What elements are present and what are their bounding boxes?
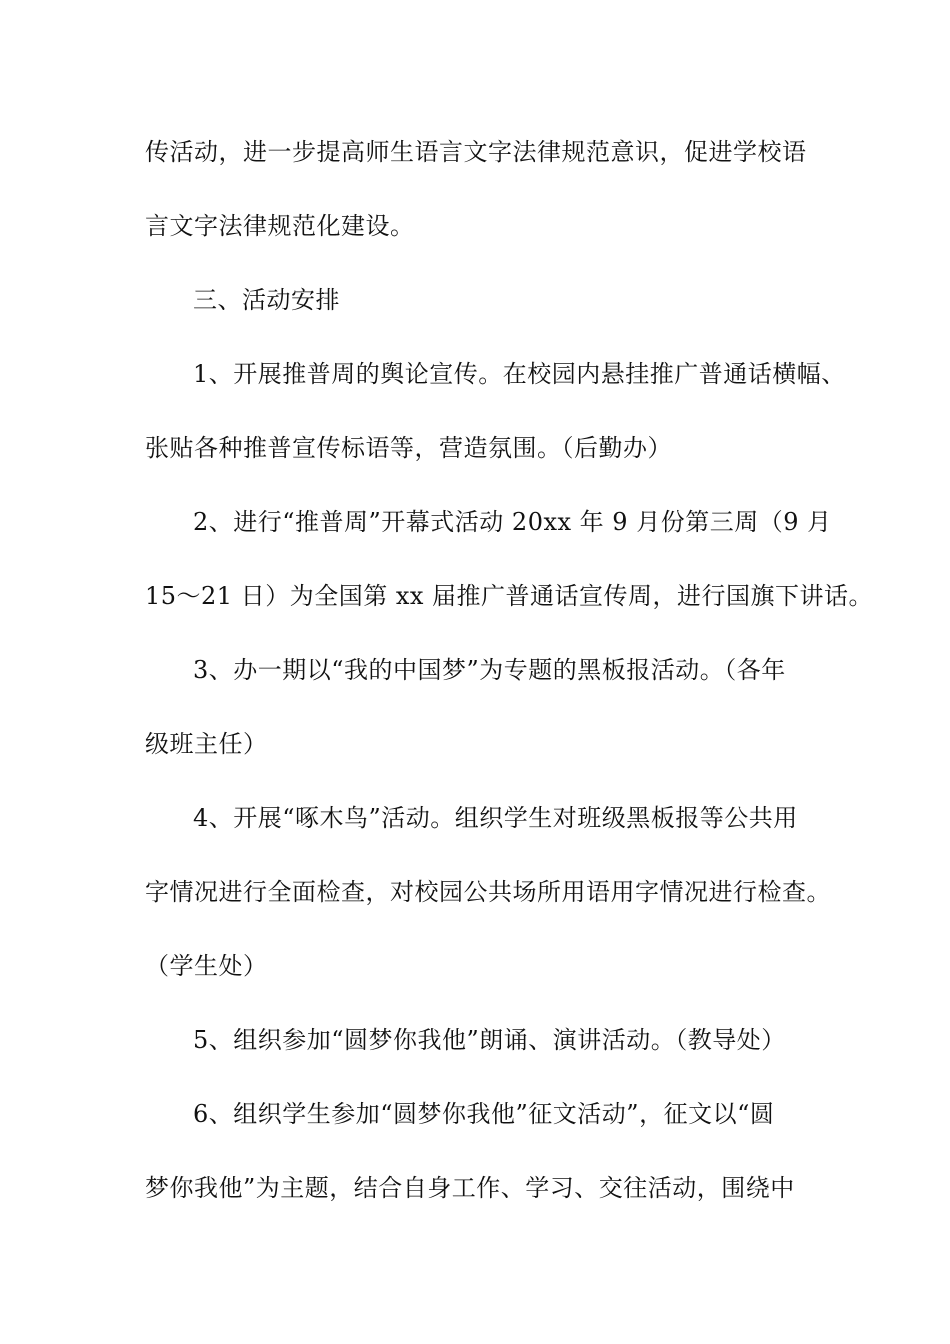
section-heading: 三、活动安排 bbox=[193, 286, 340, 314]
list-item-3: 3、办一期以“我的中国梦”为专题的黑板报活动。（各年 bbox=[193, 656, 786, 684]
text-line: 张贴各种推普宣传标语等，营造氛围。（后勤办） bbox=[145, 434, 672, 462]
text-line: 梦你我他”为主题，结合自身工作、学习、交往活动，围绕中 bbox=[145, 1174, 795, 1202]
text-line: 传活动，进一步提高师生语言文字法律规范意识，促进学校语 bbox=[145, 138, 807, 166]
text-line: （学生处） bbox=[145, 952, 268, 980]
text-line: 字情况进行全面检查，对校园公共场所用语用字情况进行检查。 bbox=[145, 878, 831, 906]
text-line: 言文字法律规范化建设。 bbox=[145, 212, 415, 240]
list-item-1: 1、开展推普周的舆论宣传。在校园内悬挂推广普通话横幅、 bbox=[193, 360, 846, 388]
list-item-5: 5、组织参加“圆梦你我他”朗诵、演讲活动。（教导处） bbox=[193, 1026, 786, 1054]
text-line: 15～21 日）为全国第 xx 届推广普通话宣传周，进行国旗下讲话。 bbox=[145, 582, 874, 610]
list-item-4: 4、开展“啄木鸟”活动。组织学生对班级黑板报等公共用 bbox=[193, 804, 798, 832]
list-item-2: 2、进行“推普周”开幕式活动 20xx 年 9 月份第三周（9 月 bbox=[193, 508, 832, 536]
list-item-6: 6、组织学生参加“圆梦你我他”征文活动”，征文以“圆 bbox=[193, 1100, 775, 1128]
text-line: 级班主任） bbox=[145, 730, 268, 758]
